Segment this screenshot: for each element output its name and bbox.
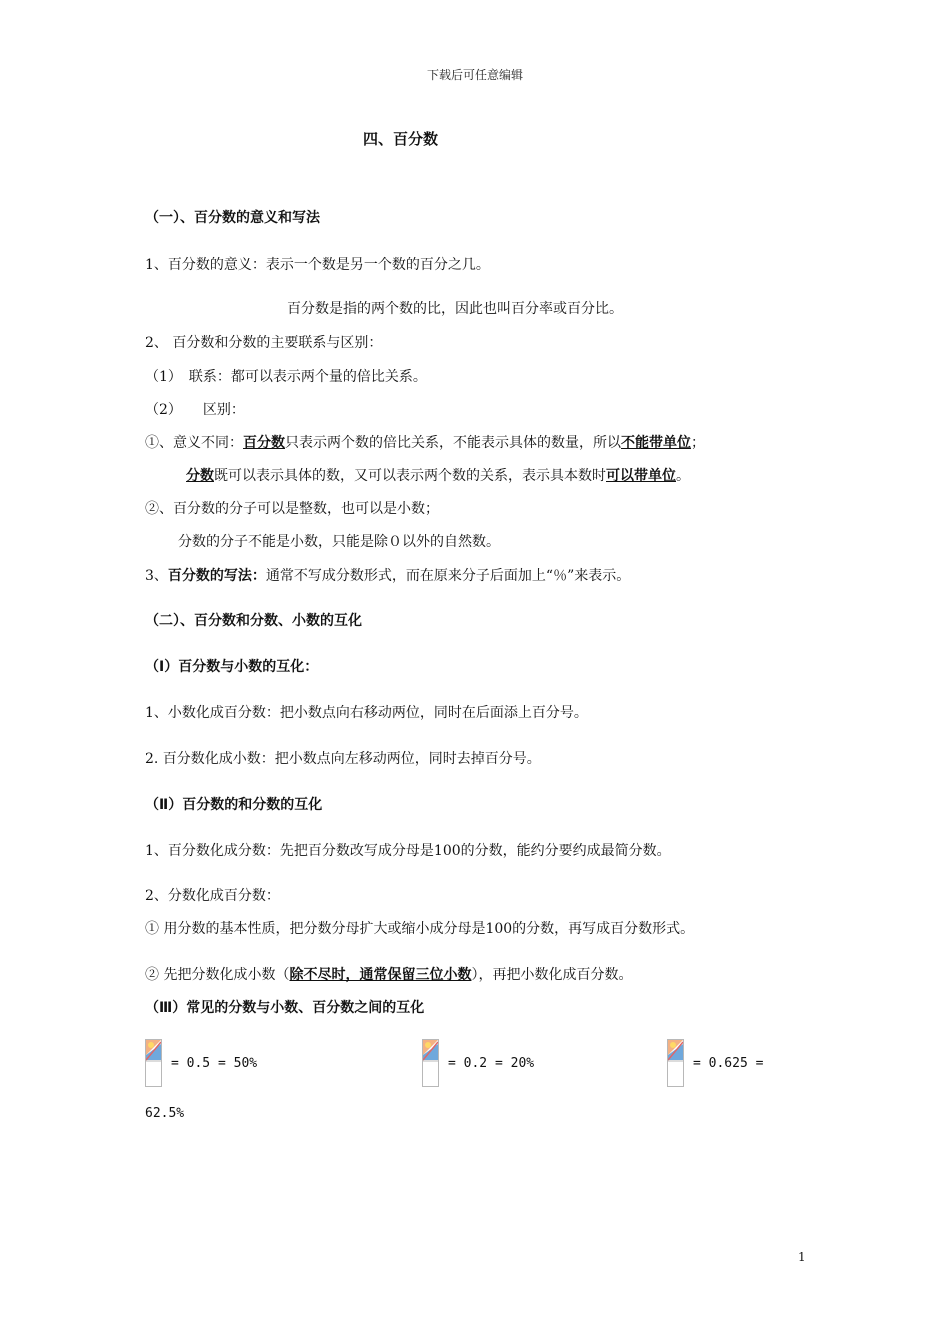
line-relation: 2、 百分数和分数的主要联系与区别： bbox=[145, 335, 383, 351]
text: 只表示两个数的倍比关系，不能表示具体的数量，所以 bbox=[285, 435, 621, 451]
text: ），再把小数化成百分数。 bbox=[471, 967, 633, 983]
page-number: 1 bbox=[798, 1250, 806, 1264]
line-fraction-to-percent: 2、分数化成百分数： bbox=[145, 888, 280, 904]
text: ② 先把分数化成小数（ bbox=[145, 967, 290, 983]
equation-3: = 0.625 = bbox=[693, 1056, 764, 1071]
emphasis-writing: 百分数的写法： bbox=[167, 568, 266, 584]
subheading-2: （Ⅱ）百分数的和分数的互化 bbox=[145, 797, 323, 813]
subheading-3: （Ⅲ）常见的分数与小数、百分数之间的互化 bbox=[145, 1000, 425, 1016]
line-meaning-2: 百分数是指的两个数的比，因此也叫百分率或百分比。 bbox=[287, 301, 623, 317]
line-percent-to-fraction: 1、百分数化成分数：先把百分数改写成分母是100的分数，能约分要约成最简分数。 bbox=[145, 843, 671, 859]
equation-2: = 0.2 = 20% bbox=[448, 1056, 535, 1071]
emphasis-fraction: 分数 bbox=[186, 468, 214, 484]
line-fraction-diff bbox=[186, 465, 690, 485]
line-writing bbox=[145, 565, 630, 585]
line-decimal-to-percent: 1、小数化成百分数：把小数点向右移动两位，同时在后面添上百分号。 bbox=[145, 705, 588, 721]
section-1-heading: （一）、百分数的意义和写法 bbox=[145, 210, 320, 226]
emphasis-three-decimals: 除不尽时，通常保留三位小数 bbox=[289, 967, 472, 983]
line-method-1: ① 用分数的基本性质，把分数分母扩大或缩小成分母是100的分数，再写成百分数形式。 bbox=[145, 921, 695, 937]
line-method-2 bbox=[145, 964, 632, 984]
text: 。 bbox=[676, 468, 690, 484]
emphasis-no-unit: 不能带单位 bbox=[621, 435, 691, 451]
line-meaning: 1、百分数的意义：表示一个数是另一个数的百分之几。 bbox=[145, 257, 490, 273]
page-title: 四、百分数 bbox=[363, 130, 439, 148]
line-numerator: ②、百分数的分子可以是整数，也可以是小数； bbox=[145, 501, 439, 517]
line-meaning-diff bbox=[145, 432, 705, 452]
line-numerator-2: 分数的分子不能是小数，只能是除０以外的自然数。 bbox=[178, 534, 500, 550]
equation-1: = 0.5 = 50% bbox=[171, 1056, 258, 1071]
text: 3、 bbox=[145, 568, 168, 584]
emphasis-with-unit: 可以带单位 bbox=[606, 468, 676, 484]
equation-3-continued: 62.5% bbox=[145, 1106, 185, 1121]
broken-image-icon bbox=[145, 1039, 162, 1087]
text: 通常不写成分数形式，而在原来分子后面加上“％”来表示。 bbox=[265, 568, 631, 584]
text: ； bbox=[691, 435, 705, 451]
subheading-1: （Ⅰ）百分数与小数的互化： bbox=[145, 659, 319, 675]
text: ①、意义不同： bbox=[145, 435, 243, 451]
text: 既可以表示具体的数，又可以表示两个数的关系，表示具本数时 bbox=[214, 468, 606, 484]
page-header: 下载后可任意编辑 bbox=[426, 68, 523, 82]
section-2-heading: （二）、百分数和分数、小数的互化 bbox=[145, 613, 362, 629]
broken-image-icon bbox=[667, 1039, 684, 1087]
broken-image-icon bbox=[422, 1039, 439, 1087]
line-difference: （2） 区别： bbox=[145, 402, 245, 418]
emphasis-percent: 百分数 bbox=[243, 435, 285, 451]
line-link: （1） 联系：都可以表示两个量的倍比关系。 bbox=[145, 369, 427, 385]
line-percent-to-decimal: 2. 百分数化成小数：把小数点向左移动两位，同时去掉百分号。 bbox=[145, 751, 541, 767]
